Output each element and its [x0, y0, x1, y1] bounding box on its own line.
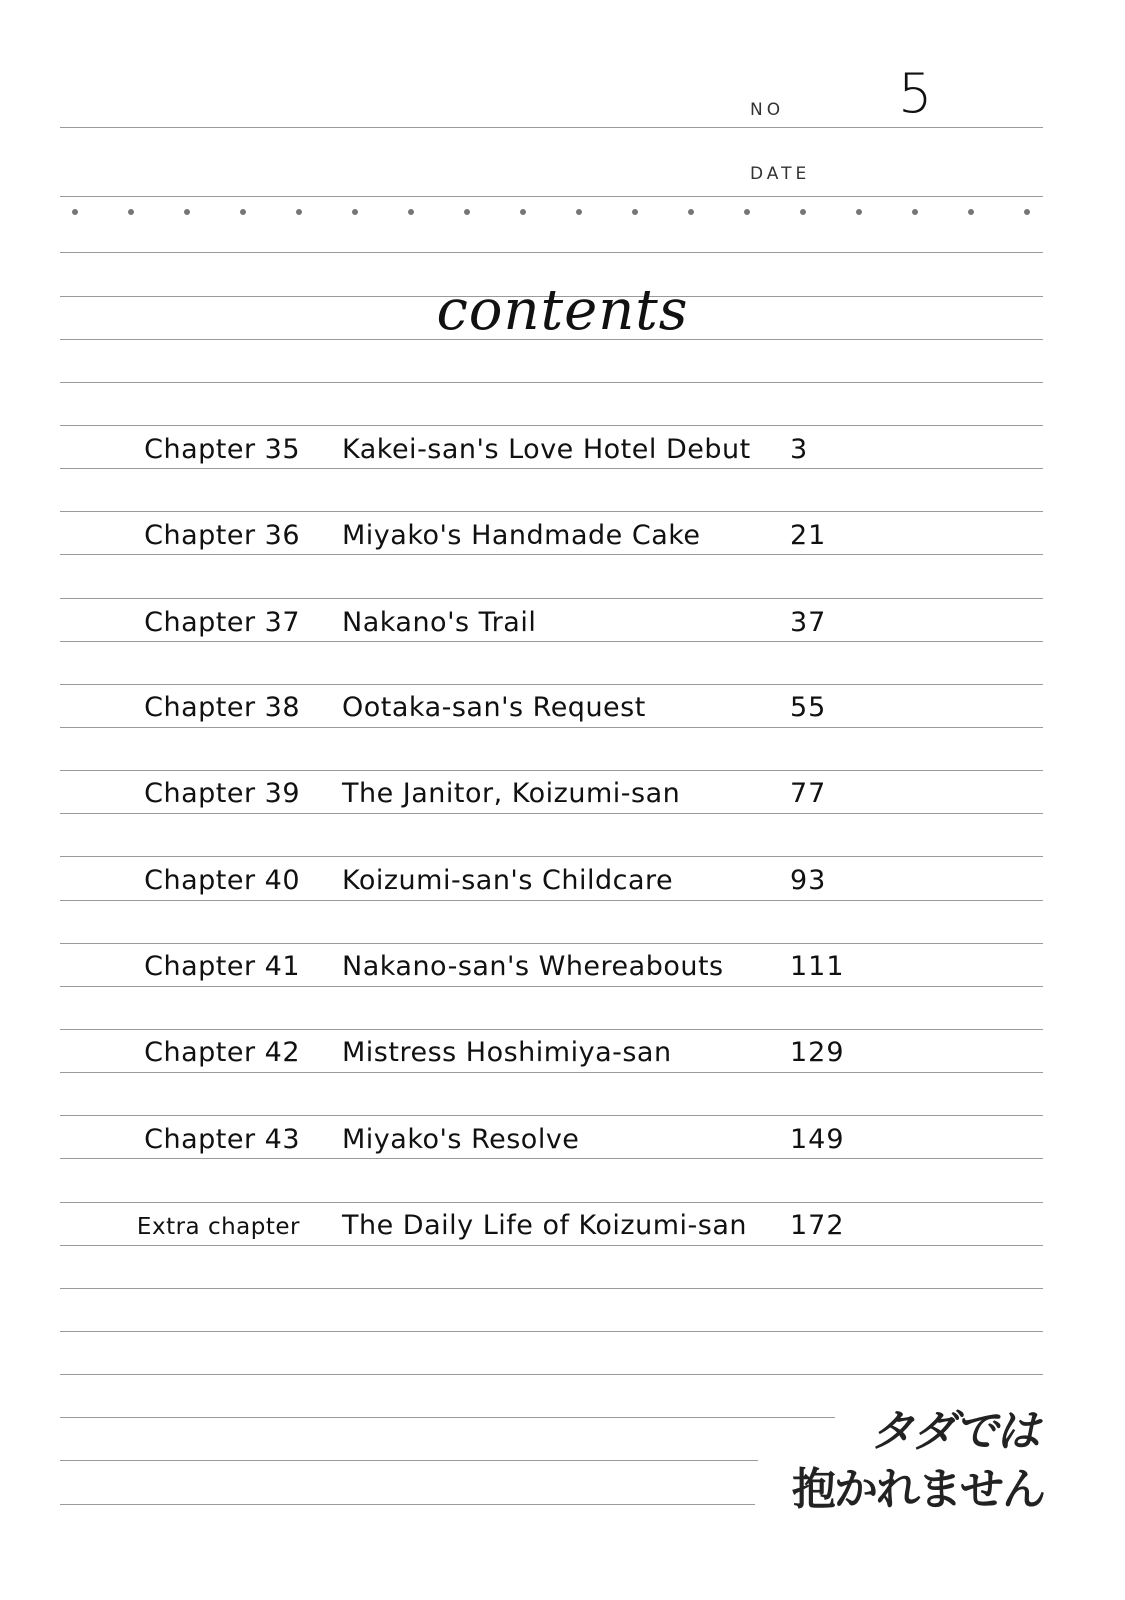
chapter-title: Kakei-san's Love Hotel Debut — [342, 434, 751, 465]
toc-entry — [0, 770, 1125, 818]
chapter-number: Chapter 35 — [144, 434, 300, 465]
logo-line-1: タダでは — [870, 1406, 1038, 1457]
toc-entry — [0, 943, 1125, 991]
chapter-title: Miyako's Resolve — [342, 1124, 580, 1155]
chapter-number: Chapter 40 — [144, 865, 300, 896]
chapter-title: Ootaka-san's Request — [342, 692, 646, 723]
toc-entry — [0, 599, 1125, 647]
page-number: 21 — [790, 520, 827, 551]
toc-entry — [0, 857, 1125, 905]
chapter-number: Extra chapter — [136, 1214, 300, 1240]
series-logo — [792, 1395, 1062, 1525]
chapter-number: Chapter 43 — [144, 1124, 300, 1155]
chapter-title: Koizumi-san's Childcare — [342, 865, 674, 896]
chapter-number: Chapter 38 — [144, 692, 300, 723]
volume-number: 5 — [898, 62, 933, 125]
page-number: 37 — [790, 607, 827, 638]
chapter-title: The Daily Life of Koizumi-san — [342, 1210, 747, 1241]
chapter-title: Nakano-san's Whereabouts — [342, 951, 724, 982]
chapter-title: Miyako's Handmade Cake — [342, 520, 701, 551]
header-rule-no — [60, 127, 1043, 128]
page-number: 77 — [790, 778, 827, 809]
chapter-number: Chapter 42 — [144, 1037, 300, 1068]
page-number: 149 — [790, 1124, 845, 1155]
dotted-divider — [60, 207, 1055, 217]
page-number: 93 — [790, 865, 827, 896]
toc-entry — [0, 1116, 1125, 1164]
chapter-number: Chapter 37 — [144, 607, 300, 638]
chapter-number: Chapter 41 — [144, 951, 300, 982]
contents-title: contents — [436, 278, 689, 343]
chapter-number: Chapter 39 — [144, 778, 300, 809]
chapter-title: The Janitor, Koizumi-san — [342, 778, 681, 809]
toc-entry — [0, 1029, 1125, 1077]
date-label: DATE — [750, 164, 811, 184]
header-rule-date — [60, 196, 1043, 197]
toc-entry — [0, 426, 1125, 474]
logo-line-2: 抱かれません — [792, 1464, 1044, 1515]
page-number: 55 — [790, 692, 827, 723]
chapter-number: Chapter 36 — [144, 520, 300, 551]
toc-entry — [0, 684, 1125, 732]
chapter-title: Nakano's Trail — [342, 607, 537, 638]
page-number: 129 — [790, 1037, 845, 1068]
page-number: 172 — [790, 1210, 845, 1241]
toc-entry — [0, 512, 1125, 560]
no-label: NO — [750, 100, 785, 120]
toc-entry — [0, 1202, 1125, 1250]
page-number: 111 — [790, 951, 845, 982]
page-number: 3 — [790, 434, 809, 465]
chapter-title: Mistress Hoshimiya-san — [342, 1037, 672, 1068]
